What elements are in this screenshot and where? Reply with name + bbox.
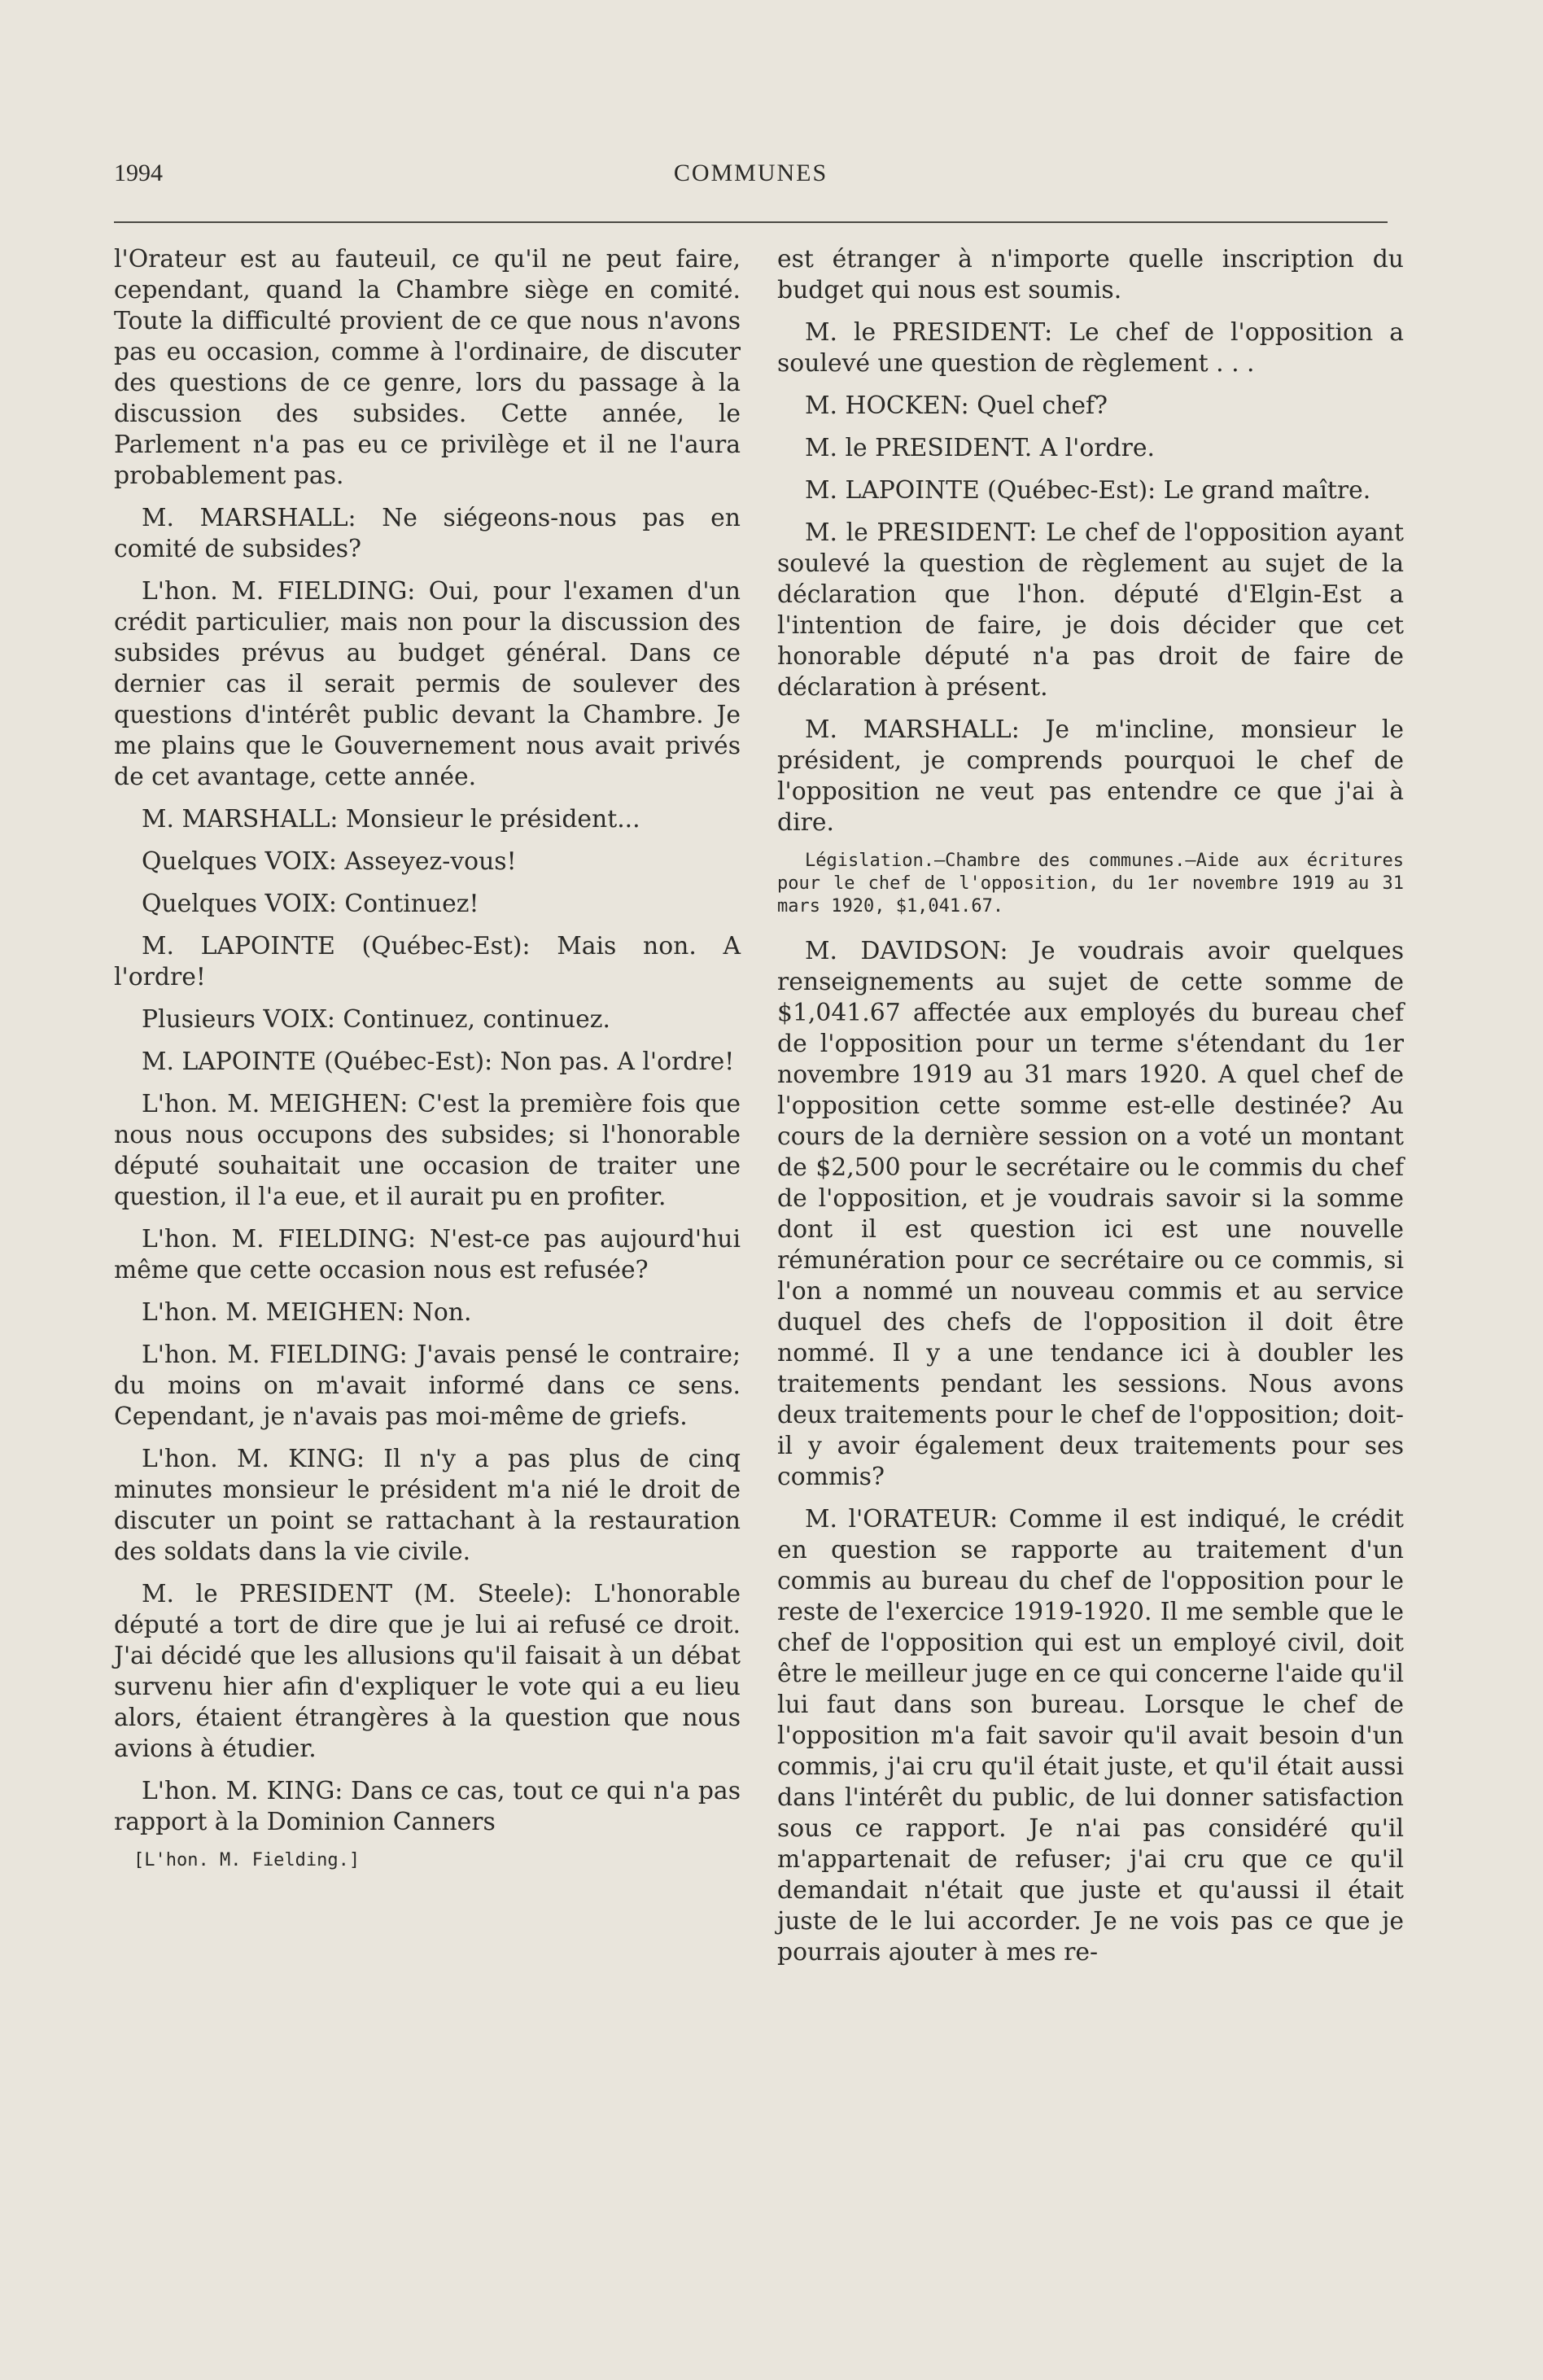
- paragraph: L'hon. M. FIELDING: Oui, pour l'examen d'un crédit particulier, mais non pour la discussion des subsides prévus au budget général. Dans ce dernier cas il serait permis de soulever des questions d'intérêt public devant la Chambre. Je me plains que le Gouvernement nous avait privés de cet avantage, cette année.: [114, 577, 741, 791]
- paragraph: l'Orateur est au fauteuil, ce qu'il ne peut faire, cependant, quand la Chambre siège en comité. Toute la difficulté provient de ce que nous n'avons pas eu occasion, comme à l'ordinaire, de discuter des questions de ce genre, lors du passage à la discussion des subsides. Cette année, le Parlement n'a pas eu ce privilège et il ne l'aura probablement pas.: [114, 245, 741, 490]
- paragraph: M. le PRESIDENT. A l'ordre.: [805, 434, 1155, 462]
- paragraph: Plusieurs VOIX: Continuez, continuez.: [142, 1005, 610, 1034]
- paragraph: M. LAPOINTE (Québec-Est): Mais non. A l'ordre!: [114, 932, 741, 991]
- paragraph: est étranger à n'importe quelle inscription du budget qui nous est soumis.: [777, 245, 1404, 304]
- paragraph: M. LAPOINTE (Québec-Est): Non pas. A l'ordre!: [142, 1048, 735, 1076]
- paragraph: M. MARSHALL: Monsieur le président...: [142, 805, 640, 833]
- paragraph: L'hon. M. KING: Il n'y a pas plus de cinq minutes monsieur le président m'a nié le droit de discuter un point se rattachant à la restauration des soldats dans la vie civile.: [114, 1445, 741, 1566]
- left-column: [114, 244, 741, 1872]
- paragraph: L'hon. M. MEIGHEN: C'est la première fois que nous nous occupons des subsides; si l'honorable député souhaitait une occasion de traiter une question, il l'a eue, et il aurait pu en profiter.: [114, 1090, 741, 1211]
- right-column: [777, 244, 1404, 1980]
- paragraph: M. le PRESIDENT: Le chef de l'opposition ayant soulevé la question de règlement au sujet de la déclaration que l'hon. député d'Elgin-Est a l'intention de faire, je dois décider que cet honorable député n'a pas droit de faire de déclaration à présent.: [777, 518, 1404, 702]
- paragraph: L'hon. M. FIELDING: N'est-ce pas aujourd'hui même que cette occasion nous est refusée?: [114, 1225, 741, 1284]
- paragraph: M. le PRESIDENT (M. Steele): L'honorable député a tort de dire que je lui ai refusé ce droit. J'ai décidé que les allusions qu'il faisait à un débat survenu hier afin d'expliquer le vote qui a eu lieu alors, étaient étrangères à la question que nous avions à étudier.: [114, 1580, 741, 1763]
- paragraph: M. HOCKEN: Quel chef?: [805, 392, 1108, 420]
- running-title: COMMUNES: [673, 160, 828, 186]
- paragraph: L'hon. M. MEIGHEN: Non.: [142, 1298, 472, 1327]
- page-number: 1994: [114, 160, 163, 186]
- paragraph: Quelques VOIX: Asseyez-vous!: [142, 847, 517, 876]
- paragraph: M. MARSHALL: Ne siégeons-nous pas en comité de subsides?: [114, 504, 741, 563]
- page-header: [114, 160, 1388, 200]
- paragraph: M. LAPOINTE (Québec-Est): Le grand maître.: [805, 476, 1371, 505]
- legislation-item-note: Législation.—Chambre des communes.—Aide aux écritures pour le chef de l'opposition, du 1er novembre 1919 au 31 mars 1920, $1,041.67.: [777, 851, 1404, 917]
- paragraph: M. l'ORATEUR: Comme il est indiqué, le crédit en question se rapporte au traitement d'un commis au bureau du chef de l'opposition pour le reste de l'exercice 1919-1920. Il me semble que le chef de l'opposition qui est un employé civil, doit être le meilleur juge en ce qui concerne l'aide qu'il lui faut dans son bureau. Lorsque le chef de l'opposition m'a fait savoir qu'il avait besoin d'un commis, j'ai cru qu'il était juste, et qu'il était aussi dans l'intérêt du public, de lui donner satisfaction sous ce rapport. Je n'ai pas considéré qu'il m'appartenait de refuser; j'ai cru que ce qu'il demandait n'était que juste et qu'aussi il était juste de le lui accorder. Je ne vois pas ce que je pourrais ajouter à mes re-: [777, 1505, 1404, 1967]
- paragraph: L'hon. M. KING: Dans ce cas, tout ce qui n'a pas rapport à la Dominion Canners: [114, 1777, 741, 1836]
- paragraph: M. le PRESIDENT: Le chef de l'opposition a soulevé une question de règlement . . .: [777, 318, 1404, 378]
- footer-speaker-reference: [L'hon. M. Fielding.]: [133, 1850, 361, 1870]
- header-rule: [114, 221, 1388, 223]
- paragraph: Quelques VOIX: Continuez!: [142, 890, 479, 918]
- paragraph: M. MARSHALL: Je m'incline, monsieur le président, je comprends pourquoi le chef de l'opposition ne veut pas entendre ce que j'ai à dire.: [777, 715, 1404, 837]
- paragraph: L'hon. M. FIELDING: J'avais pensé le contraire; du moins on m'avait informé dans ce sens. Cependant, je n'avais pas moi-même de griefs.: [114, 1341, 741, 1431]
- paragraph: M. DAVIDSON: Je voudrais avoir quelques renseignements au sujet de cette somme de $1,041.67 affectée aux employés du bureau chef de l'opposition pour un terme s'étendant du 1er novembre 1919 au 31 mars 1920. A quel chef de l'opposition cette somme est-elle destinée? Au cours de la dernière session on a voté un montant de $2,500 pour le secrétaire ou le commis du chef de l'opposition, et je voudrais savoir si la somme dont il est question ici est une nouvelle rémunération pour ce secrétaire ou ce commis, si l'on a nommé un nouveau commis et au service duquel des chefs de l'opposition il doit être nommé. Il y a une tendance ici à doubler les traitements pendant les sessions. Nous avons deux traitements pour le chef de l'opposition; doit-il y avoir également deux traitements pour ses commis?: [777, 937, 1404, 1491]
